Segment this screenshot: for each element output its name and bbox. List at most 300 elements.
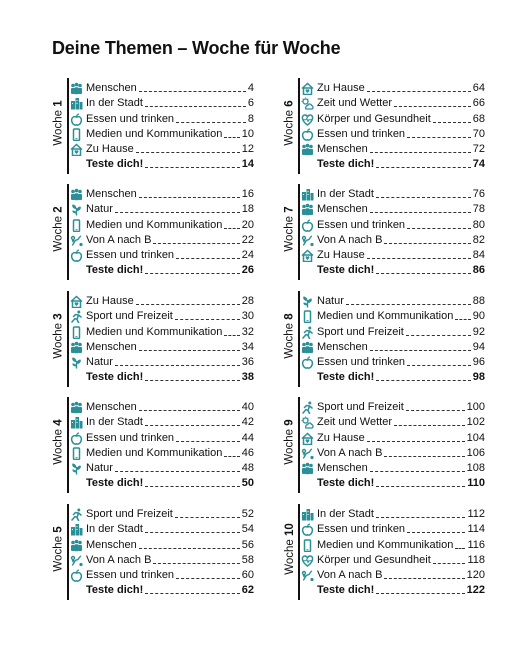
week-word: Woche	[53, 429, 66, 465]
topic-label: Essen und trinken	[86, 431, 175, 444]
topic-list	[70, 186, 254, 277]
week-word: Woche	[53, 323, 66, 359]
leader-dots	[370, 471, 465, 472]
topic-row	[70, 232, 254, 247]
leader-dots	[145, 380, 239, 381]
people-icon	[70, 82, 83, 95]
topic-row	[301, 552, 485, 567]
week-number: 2	[53, 206, 66, 213]
page-number: 42	[241, 416, 254, 429]
page-number: 122	[466, 584, 485, 597]
page-number: 46	[241, 446, 254, 459]
topic-row	[70, 567, 254, 582]
topic-label: Essen und trinken	[317, 523, 406, 536]
test-row	[301, 582, 485, 597]
week-word: Woche	[284, 539, 296, 575]
topic-label: Menschen	[317, 142, 368, 155]
page-number: 68	[472, 112, 485, 125]
leader-dots	[406, 335, 471, 336]
page-number: 20	[241, 218, 254, 231]
topic-label: Essen und trinken	[317, 355, 406, 368]
house-icon	[301, 82, 314, 95]
page-number: 120	[466, 568, 485, 581]
apple-icon	[301, 356, 314, 369]
topic-label: Menschen	[86, 82, 137, 95]
page-number: 112	[467, 508, 485, 521]
week-block-1	[52, 74, 257, 170]
city-icon	[301, 188, 314, 201]
week-number: 3	[53, 313, 66, 320]
leader-dots	[376, 593, 464, 594]
topic-label: Menschen	[86, 401, 137, 414]
leader-dots	[407, 137, 471, 138]
leader-dots	[367, 258, 471, 259]
topic-label: Essen und trinken	[317, 127, 406, 140]
page-number: 10	[241, 127, 254, 140]
week-word: Woche	[53, 536, 66, 572]
topic-list	[70, 80, 254, 171]
page-number: 98	[472, 371, 485, 384]
week-divider	[67, 184, 69, 280]
topic-label: Natur	[86, 203, 113, 216]
topic-label: Essen und trinken	[86, 568, 175, 581]
week-block-5	[52, 500, 257, 596]
people-icon	[70, 188, 83, 201]
topic-row	[70, 339, 254, 354]
leader-dots	[455, 548, 465, 549]
travel-icon	[301, 569, 314, 582]
phone-icon	[70, 326, 83, 339]
topic-row	[70, 247, 254, 262]
page-number: 18	[241, 203, 254, 216]
page-number: 78	[472, 203, 485, 216]
leader-dots	[176, 122, 246, 123]
topic-row	[70, 141, 254, 156]
page-number: 50	[241, 477, 254, 490]
page-number: 64	[472, 82, 485, 95]
topic-row	[301, 95, 485, 110]
people-icon	[301, 341, 314, 354]
nature-icon	[301, 295, 314, 308]
topic-label: Medien und Kommunikation	[86, 325, 223, 338]
page-number: 80	[472, 218, 485, 231]
page-number: 76	[472, 188, 485, 201]
leader-dots	[145, 425, 240, 426]
leader-dots	[394, 106, 471, 107]
topic-label: Medien und Kommunikation	[86, 127, 223, 140]
weather-icon	[301, 97, 314, 110]
page-number: 26	[241, 264, 254, 277]
topic-row	[70, 95, 254, 110]
apple-icon	[301, 219, 314, 232]
phone-icon	[70, 219, 83, 232]
test-row	[301, 156, 485, 171]
leader-dots	[136, 304, 240, 305]
apple-icon	[70, 569, 83, 582]
topic-row	[70, 293, 254, 308]
leader-dots	[176, 258, 240, 259]
test-label: Teste dich!	[86, 264, 144, 277]
leader-dots	[176, 441, 240, 442]
week-divider	[298, 504, 300, 600]
page-number: 84	[472, 248, 485, 261]
topic-label: Zeit und Wetter	[317, 97, 392, 110]
leader-dots	[376, 380, 470, 381]
topic-label: Menschen	[317, 203, 368, 216]
apple-icon	[301, 128, 314, 141]
page-number: 6	[247, 97, 254, 110]
topic-row	[301, 354, 485, 369]
city-icon	[70, 416, 83, 429]
apple-icon	[70, 249, 83, 262]
topic-label: Medien und Kommunikation	[86, 446, 223, 459]
house-icon	[301, 432, 314, 445]
topic-label: Medien und Kommunikation	[317, 310, 454, 323]
week-label	[52, 401, 66, 483]
leader-dots	[145, 167, 239, 168]
leader-dots	[139, 410, 240, 411]
topic-row	[301, 429, 485, 444]
week-label	[52, 188, 66, 270]
page-number: 14	[241, 158, 254, 171]
city-icon	[70, 523, 83, 536]
topic-label: Natur	[86, 461, 113, 474]
topic-label: Medien und Kommunikation	[317, 538, 454, 551]
people-icon	[301, 143, 314, 156]
people-icon	[70, 539, 83, 552]
leader-dots	[139, 197, 240, 198]
week-label	[52, 295, 66, 377]
topic-label: Zu Hause	[86, 142, 134, 155]
week-word: Woche	[284, 110, 297, 146]
leader-dots	[367, 91, 471, 92]
topic-row	[301, 414, 485, 429]
topic-row	[301, 110, 485, 125]
leader-dots	[145, 106, 246, 107]
topic-row	[70, 323, 254, 338]
leader-dots	[145, 486, 239, 487]
week-block-6	[283, 74, 488, 170]
heart-icon	[301, 113, 314, 126]
leader-dots	[153, 243, 239, 244]
week-divider	[298, 184, 300, 280]
topic-row	[70, 506, 254, 521]
topic-row	[70, 460, 254, 475]
topic-row	[70, 552, 254, 567]
page-number: 4	[247, 82, 254, 95]
leader-dots	[376, 486, 465, 487]
page-number: 116	[467, 538, 485, 551]
test-label: Teste dich!	[86, 477, 144, 490]
phone-icon	[70, 447, 83, 460]
leader-dots	[384, 243, 470, 244]
topic-list	[70, 293, 254, 384]
topic-label: Essen und trinken	[86, 112, 175, 125]
leader-dots	[176, 578, 240, 579]
topic-label: Sport und Freizeit	[86, 310, 173, 323]
week-block-8	[283, 287, 488, 383]
leader-dots	[384, 578, 464, 579]
page-number: 106	[466, 446, 485, 459]
topic-label: Sport und Freizeit	[317, 401, 404, 414]
week-divider	[298, 397, 300, 493]
page-number: 86	[472, 264, 485, 277]
page-number: 104	[466, 431, 485, 444]
topic-list	[70, 399, 254, 490]
topic-row	[70, 521, 254, 536]
topic-label: Körper und Gesundheit	[317, 553, 431, 566]
topic-row	[301, 506, 485, 521]
topic-row	[301, 445, 485, 460]
topic-list	[70, 506, 254, 597]
travel-icon	[70, 234, 83, 247]
week-label	[283, 82, 297, 164]
test-row	[70, 475, 254, 490]
page-number: 96	[472, 355, 485, 368]
topic-label: Körper und Gesundheit	[317, 112, 431, 125]
leader-dots	[224, 228, 239, 229]
topic-label: Essen und trinken	[317, 218, 406, 231]
people-icon	[70, 341, 83, 354]
weather-icon	[301, 416, 314, 429]
topic-label: Menschen	[86, 538, 137, 551]
topic-list	[301, 399, 485, 490]
topic-row	[301, 323, 485, 338]
page-number: 38	[241, 371, 254, 384]
page-number: 8	[247, 112, 254, 125]
week-divider	[67, 504, 69, 600]
topic-row	[301, 521, 485, 536]
leader-dots	[115, 471, 240, 472]
apple-icon	[70, 113, 83, 126]
people-icon	[301, 203, 314, 216]
heart-icon	[301, 554, 314, 567]
test-row	[70, 156, 254, 171]
nature-icon	[70, 356, 83, 369]
test-label: Teste dich!	[86, 584, 144, 597]
leader-dots	[376, 167, 470, 168]
leader-dots	[145, 273, 239, 274]
apple-icon	[301, 523, 314, 536]
topic-row	[301, 399, 485, 414]
topic-row	[301, 141, 485, 156]
topic-list	[301, 186, 485, 277]
leader-dots	[145, 593, 239, 594]
test-label: Teste dich!	[86, 158, 144, 171]
house-icon	[301, 249, 314, 262]
travel-icon	[301, 447, 314, 460]
leader-dots	[394, 425, 465, 426]
leader-dots	[376, 517, 466, 518]
week-block-2	[52, 180, 257, 276]
leader-dots	[433, 122, 471, 123]
week-divider	[298, 78, 300, 174]
sport-icon	[301, 401, 314, 414]
topic-row	[301, 293, 485, 308]
page-number: 62	[241, 584, 254, 597]
topic-label: Sport und Freizeit	[86, 508, 173, 521]
test-label: Teste dich!	[317, 584, 375, 597]
week-label	[283, 188, 297, 270]
week-number: 8	[284, 313, 297, 320]
topic-row	[301, 247, 485, 262]
week-label	[283, 401, 297, 483]
week-block-7	[283, 180, 488, 276]
city-icon	[301, 508, 314, 521]
topic-list	[301, 506, 485, 597]
week-divider	[67, 291, 69, 387]
test-label: Teste dich!	[317, 158, 375, 171]
page-number: 100	[466, 401, 485, 414]
topic-row	[70, 80, 254, 95]
topic-row	[70, 186, 254, 201]
topic-label: Von A nach B	[317, 568, 383, 581]
people-icon	[301, 462, 314, 475]
page-number: 30	[241, 310, 254, 323]
phone-icon	[70, 128, 83, 141]
topic-row	[70, 445, 254, 460]
topic-label: Von A nach B	[317, 446, 383, 459]
page-number: 102	[466, 416, 485, 429]
leader-dots	[175, 319, 240, 320]
topic-label: Essen und trinken	[86, 248, 175, 261]
week-word: Woche	[284, 429, 297, 465]
page-number: 88	[472, 295, 485, 308]
topic-label: Menschen	[86, 188, 137, 201]
leader-dots	[139, 350, 240, 351]
week-number: 5	[53, 526, 66, 533]
page-number: 54	[241, 523, 254, 536]
test-row	[70, 369, 254, 384]
topic-label: Natur	[317, 295, 344, 308]
page-number: 74	[472, 158, 485, 171]
page-number: 36	[241, 355, 254, 368]
page-number: 110	[467, 477, 485, 490]
nature-icon	[70, 462, 83, 475]
people-icon	[70, 401, 83, 414]
topic-row	[70, 110, 254, 125]
topic-label: Von A nach B	[317, 233, 383, 246]
topic-label: In der Stadt	[317, 188, 374, 201]
topic-row	[70, 354, 254, 369]
leader-dots	[145, 532, 240, 533]
leader-dots	[433, 563, 466, 564]
topic-row	[301, 339, 485, 354]
topic-label: Zu Hause	[317, 82, 365, 95]
week-number: 6	[284, 100, 297, 107]
page-number: 24	[241, 248, 254, 261]
city-icon	[70, 97, 83, 110]
leader-dots	[153, 563, 239, 564]
leader-dots	[455, 319, 470, 320]
leader-dots	[407, 532, 465, 533]
topic-row	[301, 186, 485, 201]
topic-row	[70, 216, 254, 231]
travel-icon	[301, 234, 314, 247]
topic-label: Medien und Kommunikation	[86, 218, 223, 231]
topic-label: In der Stadt	[86, 97, 143, 110]
test-label: Teste dich!	[86, 371, 144, 384]
test-row	[70, 582, 254, 597]
leader-dots	[376, 197, 471, 198]
topic-row	[301, 308, 485, 323]
leader-dots	[224, 456, 239, 457]
topic-label: Zeit und Wetter	[317, 416, 392, 429]
topic-label: In der Stadt	[86, 523, 143, 536]
topic-row	[301, 536, 485, 551]
page-number: 12	[241, 142, 254, 155]
week-number: 7	[284, 206, 297, 213]
page-number: 118	[467, 553, 485, 566]
week-word: Woche	[53, 110, 66, 146]
topic-row	[301, 126, 485, 141]
test-row	[301, 369, 485, 384]
nature-icon	[70, 203, 83, 216]
test-row	[70, 262, 254, 277]
page-title: Deine Themen – Woche für Woche	[52, 38, 341, 58]
page-number: 66	[472, 97, 485, 110]
week-word: Woche	[284, 216, 297, 252]
week-divider	[67, 78, 69, 174]
week-divider	[298, 291, 300, 387]
sport-icon	[301, 326, 314, 339]
leader-dots	[407, 228, 471, 229]
week-block-10	[283, 500, 488, 596]
page-number: 34	[241, 340, 254, 353]
leader-dots	[346, 304, 471, 305]
week-number: 9	[284, 419, 297, 426]
leader-dots	[224, 137, 239, 138]
test-label: Teste dich!	[317, 264, 375, 277]
topic-row	[70, 414, 254, 429]
week-block-4	[52, 393, 257, 489]
leader-dots	[384, 456, 464, 457]
page-number: 108	[466, 461, 485, 474]
leader-dots	[139, 91, 246, 92]
topic-label: Natur	[86, 355, 113, 368]
page-number: 52	[241, 508, 254, 521]
topic-label: Von A nach B	[86, 233, 152, 246]
leader-dots	[175, 517, 240, 518]
leader-dots	[136, 152, 240, 153]
leader-dots	[407, 365, 471, 366]
sport-icon	[70, 310, 83, 323]
week-number: 10	[284, 523, 296, 536]
week-word: Woche	[53, 216, 66, 252]
leader-dots	[370, 350, 471, 351]
leader-dots	[406, 410, 465, 411]
topic-row	[301, 567, 485, 582]
topic-label: Zu Hause	[86, 295, 134, 308]
page-number: 58	[241, 553, 254, 566]
topic-row	[70, 308, 254, 323]
week-label	[52, 508, 66, 590]
test-label: Teste dich!	[317, 477, 375, 490]
topic-row	[301, 232, 485, 247]
topic-row	[70, 536, 254, 551]
topic-label: Sport und Freizeit	[317, 325, 404, 338]
topic-label: Zu Hause	[317, 431, 365, 444]
week-label	[283, 295, 297, 377]
page-number: 32	[241, 325, 254, 338]
topic-label: Von A nach B	[86, 553, 152, 566]
leader-dots	[370, 152, 471, 153]
topic-list	[301, 293, 485, 384]
topic-row	[70, 126, 254, 141]
page-number: 72	[472, 142, 485, 155]
topic-row	[301, 216, 485, 231]
topic-row	[70, 201, 254, 216]
